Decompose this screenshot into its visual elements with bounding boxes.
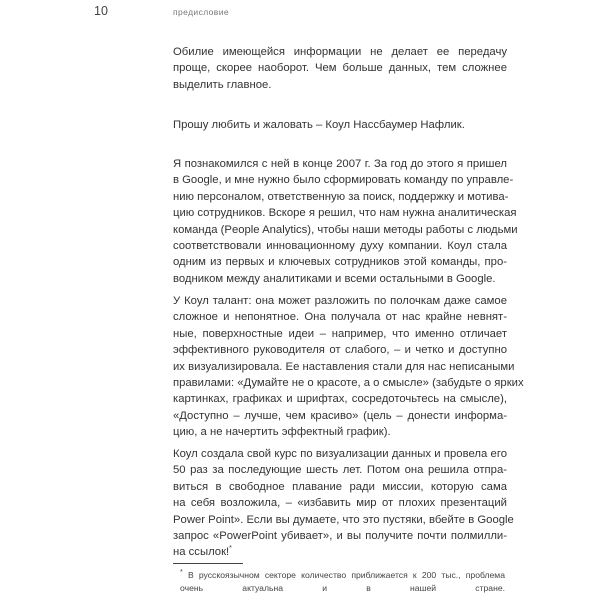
paragraph-4	[173, 293, 524, 441]
paragraph-line-with-footnote	[173, 544, 507, 560]
paragraph-line: Я познакомился с ней в конце 2007 г. За год до этого я пришел	[173, 158, 507, 170]
footnote-text: В русскоязычном секторе количество приближается к 200 тыс., проблема	[187, 570, 505, 580]
paragraph-line: команда (People Analytics), чтобы наши методы работы с людьми	[173, 223, 518, 236]
footnote-reference[interactable]: *	[229, 545, 232, 553]
footnote-divider	[173, 563, 243, 564]
paragraph-line: картинках, графиках и шрифтах, сосредоточьтесь на смысле),	[173, 393, 507, 406]
paragraph-line: 50 раз за последующие шесть лет. Потом она решила отпра-	[173, 464, 507, 477]
paragraph-line: соответствовали инновационному духу компании. Коул стала	[173, 240, 507, 253]
paragraph-line: проще, скорее наоборот. Чем больше данных, тем сложнее	[173, 62, 507, 75]
paragraph-line: в Google, и мне нужно было сформировать команду по управле-	[173, 174, 514, 187]
paragraph-1	[173, 44, 507, 93]
paragraph-line: водником между аналитиками и всеми остальными в Google.	[173, 272, 496, 285]
paragraph-line: ные, поверхностные идеи – например, что именно отличает	[173, 327, 507, 340]
paragraph-3	[173, 156, 518, 287]
paragraph-line: Прошу любить и жаловать – Коул Нассбаумер Нафлик.	[173, 119, 465, 131]
paragraph-line: цию, а не начертить эффектный график).	[173, 426, 391, 439]
paragraph-line-text: на ссылок!	[173, 546, 230, 559]
running-head: предисловие	[173, 7, 230, 17]
footnote	[180, 569, 505, 594]
paragraph-line: цию сотрудников. Вскоре я решил, что нам нужна аналитическая	[173, 207, 517, 220]
paragraph-line: сложное и непонятное. Она получала от нас крайне невнят-	[173, 311, 507, 324]
paragraph-line: правилами: «Думайте не о красоте, а о смысле» (забудьте о ярких	[173, 377, 524, 390]
paragraph-line: запрос «PowerPoint убивает», и вы получите почти полмилли-	[173, 530, 507, 543]
page-number: 10	[94, 4, 108, 18]
paragraph-line: Обилие имеющейся информации не делает ее передачу	[173, 46, 507, 58]
page-header	[0, 4, 600, 22]
paragraph-2	[173, 117, 507, 133]
footnote-line-2: очень актуальна и в нашей стране.	[180, 582, 505, 593]
paragraph-line: на себя возложила, – «избавить мир от плохих презентаций	[173, 497, 507, 510]
paragraph-line: одним из первых и ключевых сотрудников этой команды, про-	[173, 256, 507, 269]
paragraph-line: Power Point». Если вы думаете, что это пустяки, вбейте в Google	[173, 513, 514, 526]
paragraph-line: эффективного руководителя от слабого, – и четко и доступно	[173, 344, 507, 357]
paragraph-line: выделить главное.	[173, 78, 272, 91]
paragraph-line: «Доступно – лучше, чем красиво» (цель – донести информа-	[173, 409, 507, 422]
paragraph-line: нию персоналом, ответственную за поиск, поддержку и мотива-	[173, 190, 509, 203]
paragraph-line: Коул создала свой курс по визуализации данных и провела его	[173, 448, 507, 460]
paragraph-line: виться в свободное плавание ради миссии, которую сама	[173, 480, 507, 493]
paragraph-line: их визуализировала. Ее наставления стали для нас неписаными	[173, 360, 515, 373]
paragraph-5	[173, 446, 514, 561]
paragraph-line: У Коул талант: она может разложить по полочкам даже самое	[173, 295, 507, 307]
footnote-line-1	[180, 569, 505, 582]
footnote-mark: *	[180, 569, 183, 577]
